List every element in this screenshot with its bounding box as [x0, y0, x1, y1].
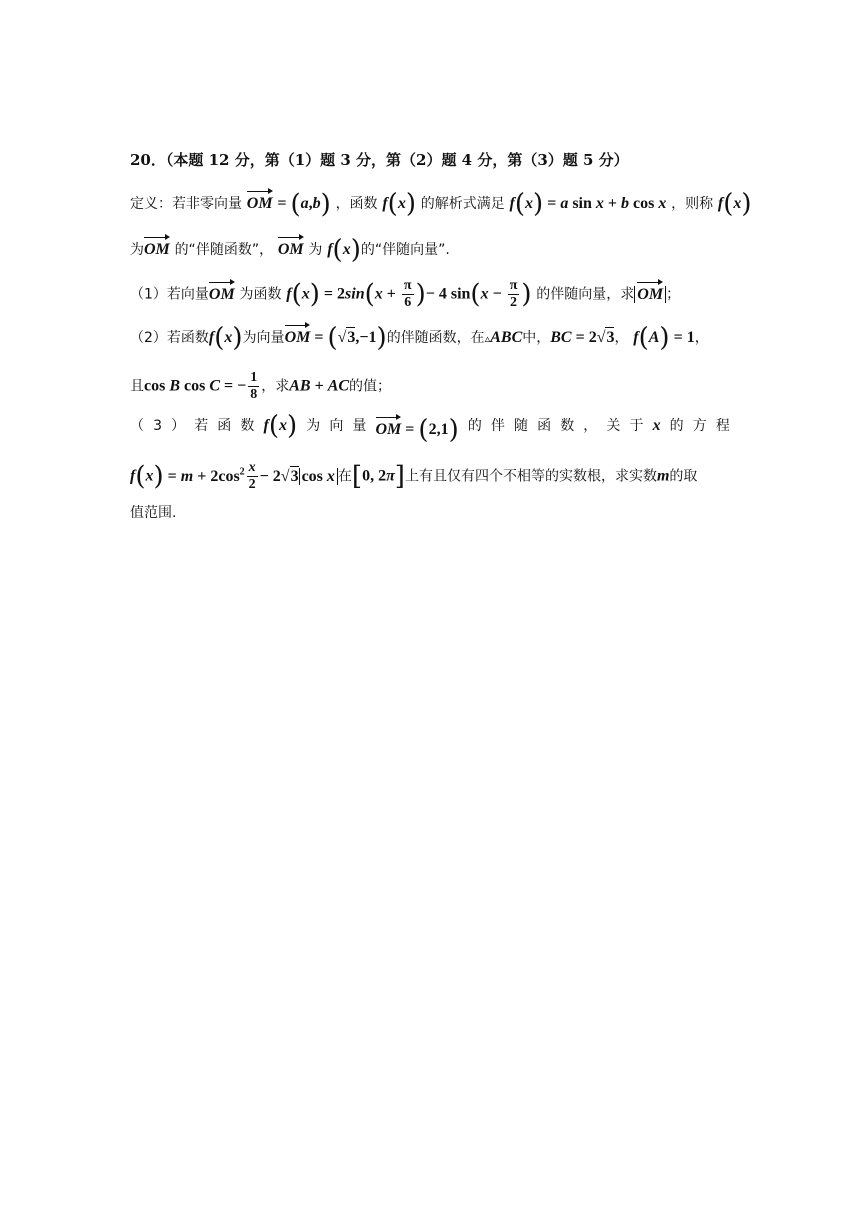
formula-companion: f [509, 195, 515, 212]
part-1: （1）若向量OM 为函数 f(x) = 2sin(x + $\frac{\pi}{6}$ )− 4 sin(x − $\frac{\pi}{2}$ ) 的伴随向量，求 OM ； [130, 278, 681, 310]
definition-line-2: 为OM 的“伴随函数”， OM 为 f(x)的“伴随向量”. [130, 235, 450, 265]
problem-score-info: ．（本题 12 分，第（1）题 3 分，第（2）题 4 分，第（3）题 5 分） [150, 151, 629, 169]
part-2-line-1: （2）若函数f(x)为向量OM = (√3,−1)的伴随函数，在▵ABC中，BC = 2√3， f(A) = 1， [130, 323, 709, 353]
part-3-line-3: 值范围. [130, 505, 177, 521]
vector-om: OM [247, 195, 273, 212]
definition-line-1: 定义：若非零向量 OM = (a,b) ，函数 f(x) 的解析式满足 f(x) = a sin x + b cos x ，则称 f(x) [130, 189, 752, 220]
problem-header [130, 150, 629, 170]
problem-number: 20 [130, 151, 151, 169]
part-3-line-1: （ 3 ） 若 函 数 f(x) 为 向 量 OM = (2,1) 的 伴 随 函 数 ， 关 于 x 的 方 程 [130, 411, 730, 445]
part-2-line-2: 且cos B cos C = − $\frac{1}{8}$ ，求AB + AC的值； [130, 370, 392, 402]
part-3-line-2: $f(x) = m + 2\cos^2$ $\frac{x}{2}$ − 2√3 cos x 在[0, 2π]上有且仅有四个不相等的实数根，求实数m的取 [130, 460, 698, 492]
